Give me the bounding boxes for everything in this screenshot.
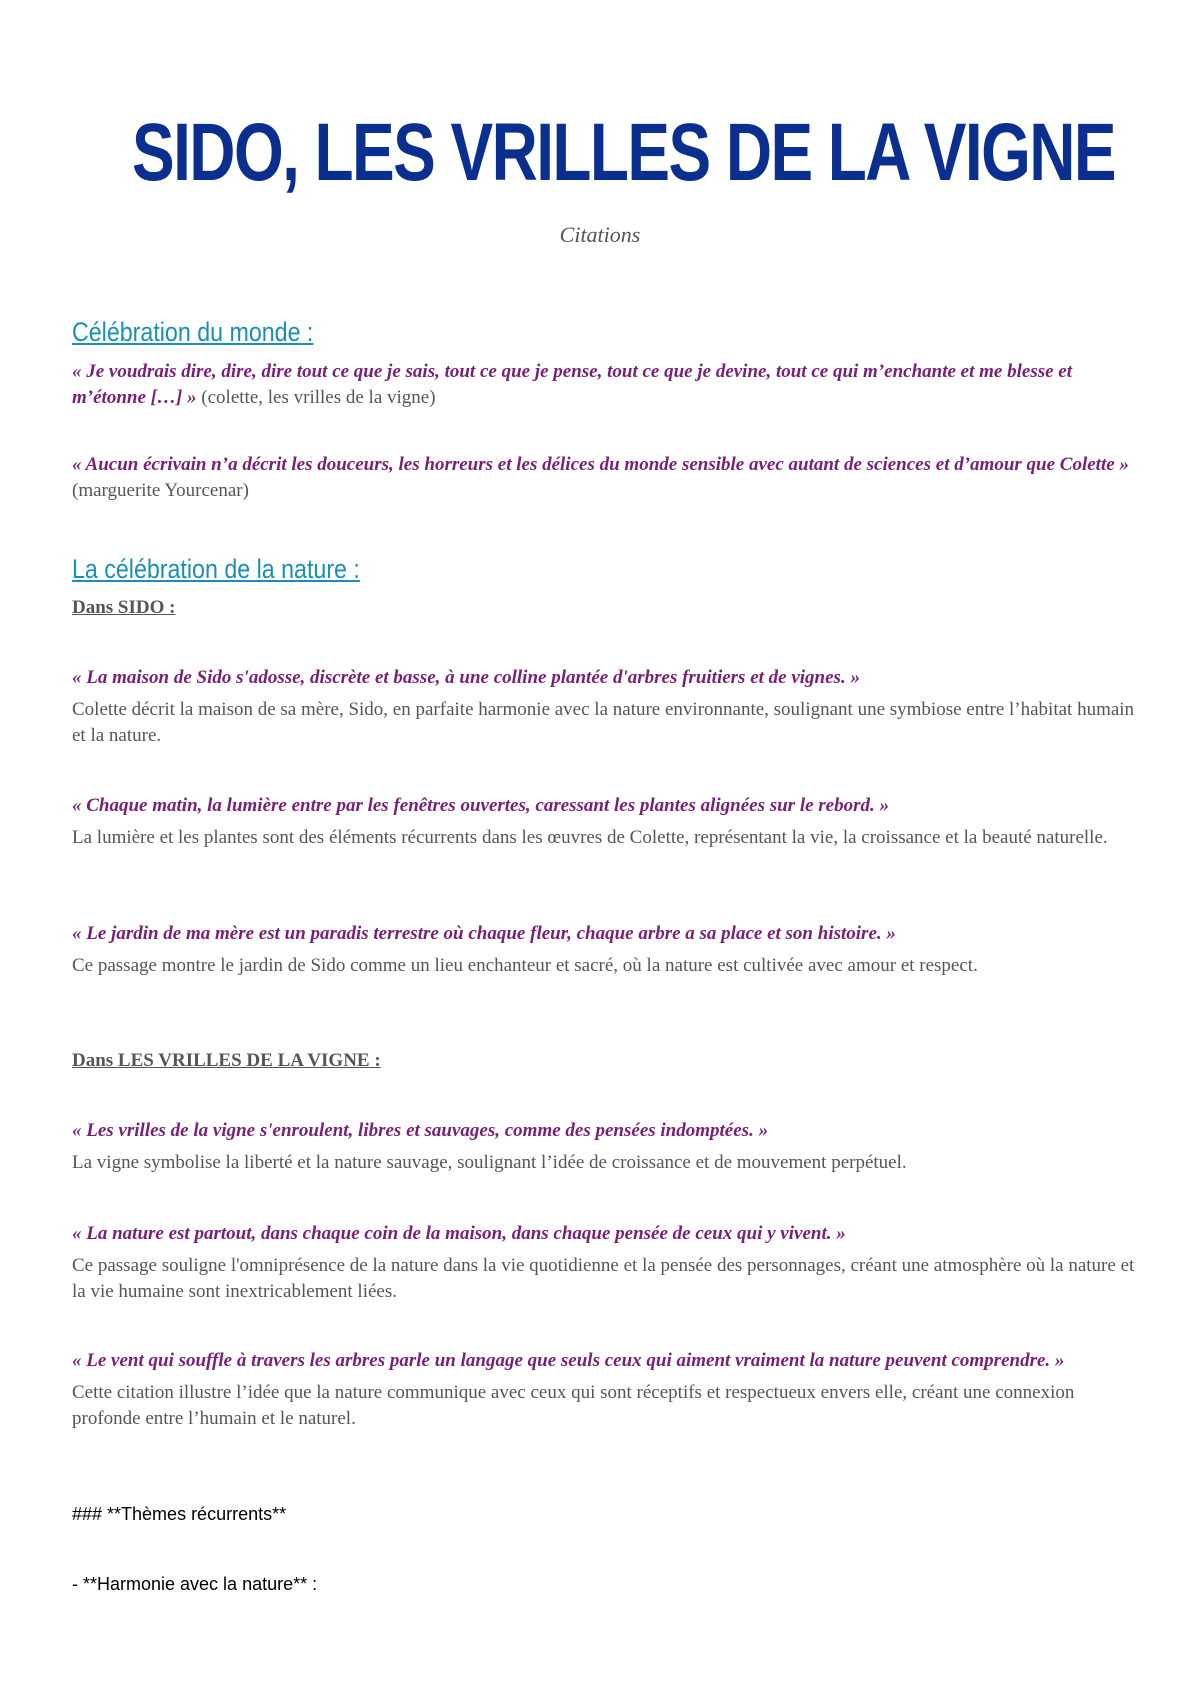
quote-commentary: Ce passage souligne l'omniprésence de la nature dans la vie quotidienne et la pensée des personnages, créant une atmosphère où la nature et la vie humaine sont inextricablement liées. — [72, 1255, 1135, 1302]
quote-commentary: La vigne symbolise la liberté et la nature sauvage, soulignant l’idée de croissance et de mouvement perpétuel. — [72, 1152, 907, 1173]
quote-block — [72, 452, 1138, 504]
quote-commentary: Ce passage montre le jardin de Sido comme un lieu enchanteur et sacré, où la nature est cultivée avec amour et respect. — [72, 955, 978, 976]
document-subtitle: Citations — [559, 222, 641, 247]
subsection-heading-vrilles: Dans LES VRILLES DE LA VIGNE : — [72, 1050, 381, 1071]
quote-block — [72, 793, 1138, 851]
markdown-list-line: - **Harmonie avec la nature** : — [72, 1574, 318, 1594]
quote-commentary: Colette décrit la maison de sa mère, Sido, en parfaite harmonie avec la nature environnante, soulignant une symbiose entre l’habitat humain et la nature. — [72, 699, 1135, 746]
quote-commentary: Cette citation illustre l’idée que la nature communique avec ceux qui sont réceptifs et respectueux envers elle, créant une connexion profonde entre l’humain et le naturel. — [72, 1382, 1075, 1429]
quote-block — [72, 1118, 1138, 1176]
quote-text: « Je voudrais dire, dire, dire tout ce que je sais, tout ce que je pense, tout ce que je devine, tout ce qui m’enchante et me blesse et m’étonne […] » — [72, 361, 1073, 408]
quote-text: « Les vrilles de la vigne s'enroulent, libres et sauvages, comme des pensées indomptées. » — [72, 1120, 769, 1141]
quote-text: « La nature est partout, dans chaque coin de la maison, dans chaque pensée de ceux qui y vivent. » — [72, 1223, 846, 1244]
quote-attribution: (marguerite Yourcenar) — [72, 480, 249, 501]
section-heading-celebration-nature: La célébration de la nature : — [72, 554, 360, 584]
section-heading-celebration-monde: Célébration du monde : — [72, 317, 314, 347]
quote-text: « Le jardin de ma mère est un paradis terrestre où chaque fleur, chaque arbre a sa place et son histoire. » — [72, 923, 896, 944]
quote-block — [72, 1221, 1138, 1305]
subsection-heading-sido: Dans SIDO : — [72, 597, 176, 618]
quote-block — [72, 1348, 1138, 1432]
quote-block — [72, 359, 1138, 411]
document-title: SIDO, LES VRILLES DE LA VIGNE — [132, 107, 1115, 198]
quote-block — [72, 665, 1138, 749]
quote-attribution: (colette, les vrilles de la vigne) — [196, 387, 436, 408]
quote-text: « Le vent qui souffle à travers les arbres parle un langage que seuls ceux qui aiment vraiment la nature peuvent comprendre. » — [72, 1350, 1065, 1371]
quote-text: « La maison de Sido s'adosse, discrète et basse, à une colline plantée d'arbres fruitiers et de vignes. » — [72, 667, 860, 688]
quote-commentary: La lumière et les plantes sont des éléments récurrents dans les œuvres de Colette, représentant la vie, la croissance et la beauté naturelle. — [72, 827, 1108, 848]
quote-text: « Chaque matin, la lumière entre par les fenêtres ouvertes, caressant les plantes alignées sur le rebord. » — [72, 795, 890, 816]
quote-block — [72, 921, 1138, 979]
quote-text: « Aucun écrivain n’a décrit les douceurs, les horreurs et les délices du monde sensible avec autant de sciences et d’amour que Colette » — [72, 454, 1129, 475]
markdown-heading-line: ### **Thèmes récurrents** — [72, 1504, 287, 1524]
